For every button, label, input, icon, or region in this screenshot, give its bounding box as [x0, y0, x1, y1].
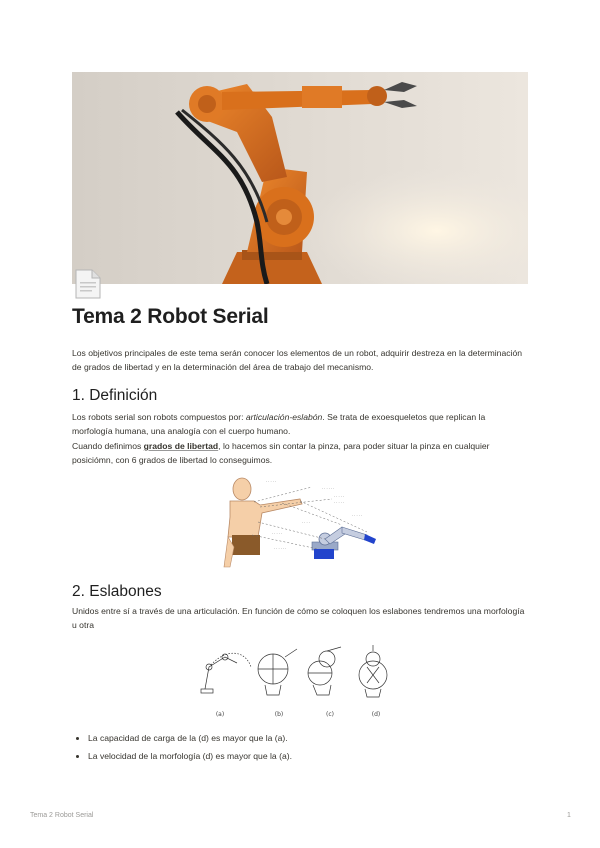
svg-text:· · · · ·: · · · · ·: [334, 495, 345, 499]
eslabones-bullet-list: [72, 729, 292, 765]
list-item: • La capacidad de carga de la (d) es mayor que la (a).: [88, 729, 292, 747]
definicion-p1-italic: articulación-eslabón: [245, 412, 323, 422]
figure-label-b: (b): [274, 711, 284, 718]
svg-text:· · · · · ·: · · · · · ·: [274, 547, 287, 551]
grados-de-libertad-link[interactable]: grados de libertad: [143, 441, 219, 451]
document-icon: [74, 268, 102, 300]
morphologies-figure: [195, 645, 400, 720]
figure-label-a: (a): [215, 711, 225, 718]
svg-text:· · · · ·: · · · · ·: [352, 514, 363, 518]
definicion-paragraph-1: [72, 411, 528, 438]
intro-paragraph: Los objetivos principales de este tema serán conocer los elementos de un robot, adquirir destreza en la determinación de grados de libertad y en la determinación del área de trabajo del mecanismo.: [72, 348, 522, 372]
definicion-p1-text-after: . Se trata de exoesqueletos que replican la morfología humana, una analogía con el cuerpo humano.: [72, 412, 486, 436]
footer-doc-title: Tema 2 Robot Serial: [30, 812, 94, 819]
svg-text:· · · · ·: · · · · ·: [266, 480, 277, 484]
human-robot-analogy-figure: [222, 477, 382, 569]
list-item: • La velocidad de la morfología (d) es mayor que la (a).: [88, 747, 292, 765]
definicion-p2-text: Cuando definimos: [72, 441, 144, 451]
cover-image: [72, 72, 528, 284]
footer-page-number: 1: [567, 812, 571, 819]
eslabones-paragraph: Unidos entre sí a través de una articulación. En función de cómo se coloquen los eslabones tendremos una morfología u otra: [72, 606, 525, 630]
page-title: Tema 2 Robot Serial: [72, 305, 269, 328]
figure-label-c: (c): [326, 711, 334, 718]
robot-arm-illustration: [72, 72, 528, 284]
svg-text:· · · · ·: · · · · ·: [272, 532, 283, 536]
svg-text:· · · · · ·: · · · · · ·: [322, 487, 335, 491]
svg-text:· · · ·: · · · ·: [302, 521, 310, 525]
definicion-paragraph-2: [72, 440, 528, 467]
section-heading-definicion: 1. Definición: [72, 387, 158, 404]
section-heading-eslabones: 2. Eslabones: [72, 583, 162, 600]
definicion-p1-text: Los robots serial son robots compuestos por:: [72, 412, 246, 422]
figure-label-d: (d): [371, 711, 381, 718]
svg-text:· · · · ·: · · · · ·: [334, 501, 345, 505]
definicion-p2-text-after: , lo hacemos sin contar la pinza, para poder situar la pinza en cualquier posiciómn, con 6 grados de libertad lo conseguimos.: [72, 441, 490, 465]
